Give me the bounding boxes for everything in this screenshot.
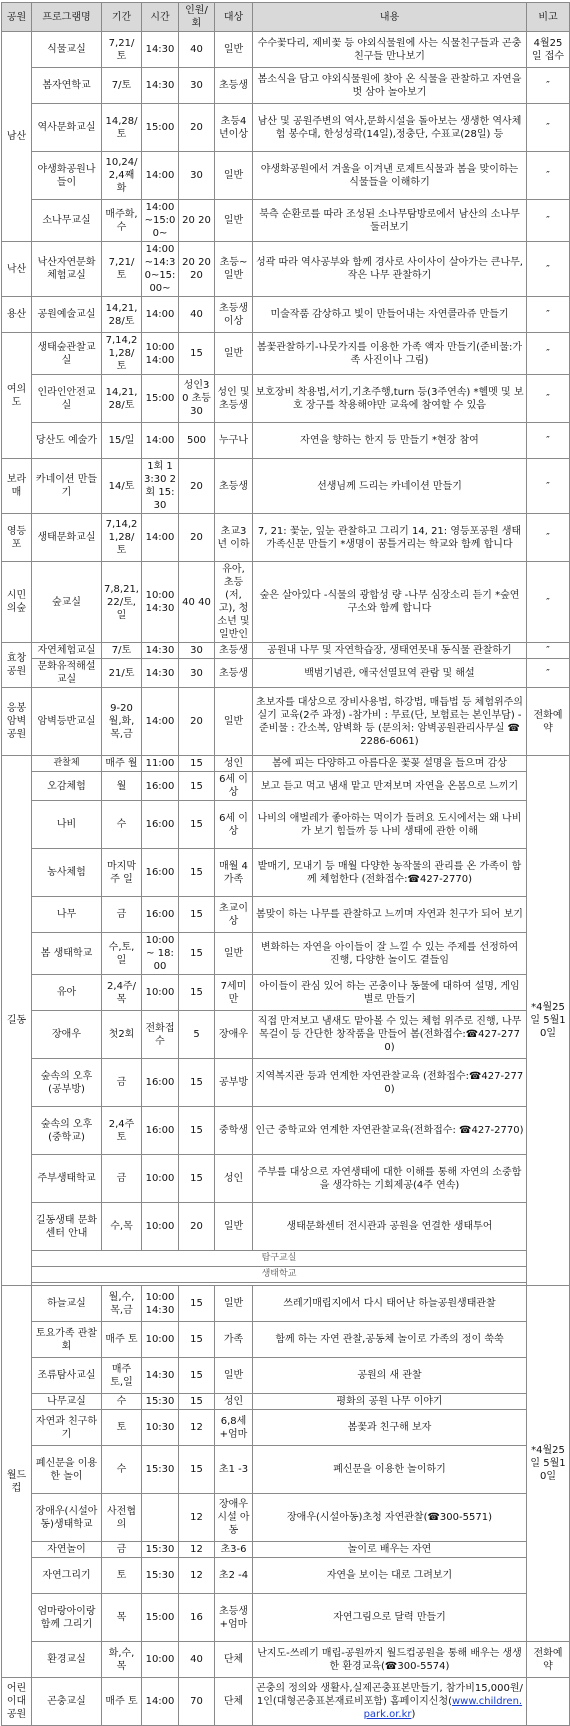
table-row: 엄마랑아이랑함께 그리기 목 15:00 16 초등생 +엄마 자연그림으로 달력 만들기 <box>2 1594 570 1642</box>
park-cell: 용산 <box>2 297 32 333</box>
table-row: 역사문화교실 14,28/토 15:00 20 초등4년이상 남산 및 공원주변의 역사,문화시설을 돌아보는 생생한 역사체험 봉수대, 한성성곽(14일),정충단, 수표교(28일) 등 ″ <box>2 104 570 152</box>
table-row: 유아 2,4주/ 목 10:00 15 7세미만 아이들이 관심 있어 하는 곤충이나 동물에 대하여 설명, 게임별로 만들기 <box>2 975 570 1011</box>
header-program: 프로그램명 <box>32 3 102 32</box>
table-row: 인라인안전교실 14,21,28/토 15:00 성인30 초등30 성인 및 초등생 보호장비 착용법,서기,기초주행,turn 등(3주연속) *헬멧 및 보호 장구를 착용해야만 교육에 참여할 수 있음 ″ <box>2 375 570 423</box>
table-row: 당산도 예술가 15/일 14:00 500 누구나 자연을 향하는 한지 등 만들기 *현장 참여 ″ <box>2 423 570 459</box>
table-row: 효창공원 자연체험교실 7/토 14:30 30 초등생 공원내 나무 및 자연학습장, 생태연못내 동식물 관찰하기 ″ <box>2 643 570 659</box>
group-cell: 탐구교실 <box>32 1251 527 1267</box>
table-row: 시민의숲 숲교실 7,8,21,22/토,일 10:00 14:30 40 40 유아, 초등(저,고), 청소년 및 일반인 숲은 살아있다 -식물의 광합성 량 -나무 심장소리 듣기 *숲연구소와 함께 합니다 ″ <box>2 562 570 643</box>
park-cell: 길동 <box>2 756 32 1286</box>
homepage-link[interactable]: www.children.park.or.kr <box>363 1696 523 1720</box>
content-tail: ) <box>411 1709 416 1720</box>
header-row <box>2 3 570 32</box>
table-row: 영등포 생태문화교실 7,14,21,28/토 14:00 20 초교3년 이하 7, 21: 꽃눈, 잎눈 관찰하고 그리기 14, 21: 영등포공원 생태가족신문 만들기 *생명이 꿈틀거리는 학교와 함께 합니다 ″ <box>2 514 570 562</box>
table-row: 보라매 카네이션 만들기 14/토 1회 13:30 2회 15:30 20 초등생 선생님께 드리는 카네이션 만들기 ″ <box>2 459 570 514</box>
table-row: 문화유적해설교실 21/토 14:30 30 초등생 백범기념관, 애국선열묘역 관람 및 해설 ″ <box>2 659 570 688</box>
table-row: 나비 수 16:00 15 6세 이상 나비의 애벌레가 좋아하는 먹이가 들려요 도시에서는 왜 나비가 보기 힘들까 등 나비 생태에 관한 이해 <box>2 801 570 849</box>
content-text: 곤충의 정의와 생활사,실제곤충표본만들기, 참가비15,000원/1인(대형곤충표본재료비포함) 홈페이지신청( <box>256 1683 523 1707</box>
table-row: 낙산 낙산자연문화체험교실 7,21/토 14:00~14:30~15:00~ 20 20 20 초등~일반 성곽 따라 역사공부와 함께 경사로 사이사이 살아가는 큰나무, 작은 나무 관찰하기 ″ <box>2 242 570 297</box>
table-row: 숲속의 오후(중학교) 2,4주 토 16:00 15 중학생 인근 중학교와 연계한 자연관찰교육(전화접수: ☎427-2770) <box>2 1107 570 1155</box>
table-row: 자연과 친구하기 토 10:30 12 6,8세+엄마 봄꽃과 친구해 보자 <box>2 1410 570 1446</box>
table-row: 장애우 첫2회 전화접수 5 장애우 직접 만져보고 냄새도 맡아볼 수 있는 체험 위주로 진행, 나무목걸이 등 간단한 창작품을 만들어 봄(전화접수:☎427-2770) <box>2 1011 570 1059</box>
header-period: 기간 <box>102 3 142 32</box>
table-row: 나무 금 16:00 15 초교이상 봄맞이 하는 나무를 관찰하고 느끼며 자연과 친구가 되어 보기 <box>2 897 570 933</box>
table-row: 주부생태학교 금 10:00 15 성인 주부를 대상으로 자연생태에 대한 이해를 통해 자연의 소중함을 생각하는 기회제공(4주 연속) <box>2 1155 570 1203</box>
table-row: 농사체험 마지막 주 일 16:00 15 매월 4가족 밭매기, 모내기 등 매월 다양한 농작물의 관리를 온 가족이 함께 체험한다 (전화접수:☎427-2770) <box>2 849 570 897</box>
group-cell: 관찰체 <box>32 756 102 772</box>
table-row: 길동생태 문화센터 안내 수,목 10:00 20 일반 생태문화센터 전시관과 공원을 연결한 생태투어 <box>2 1203 570 1251</box>
header-content: 내용 <box>253 3 527 32</box>
table-row: 소나무교실 매주화,수 14:00~15:00~ 20 20 일반 북측 순환로를 따라 조성된 소나무탐방로에서 남산의 소나무 둘러보기 ″ <box>2 200 570 242</box>
park-cell: 월드컵 <box>2 1286 32 1678</box>
table-row: 용산 공원예술교실 14,21,28/토 14:00 40 초등생이상 미술작품 감상하고 빛이 만들어내는 자연콜라쥬 만들기 ″ <box>2 297 570 333</box>
table-row: 자연그리기 토 15:30 12 초2 -4 자연을 보이는 대로 그려보기 <box>2 1558 570 1594</box>
table-row: 월드컵 하늘교실 월,수, 목,금 10:00 14:30 15 일반 쓰레기매립지에서 다시 태어난 하늘공원생태관찰 *4월25일 5월10일 <box>2 1286 570 1322</box>
program-table <box>1 2 570 1726</box>
table-row: 여의도 생태숲관찰교실 7,14,21,28/토 10:00 14:00 15 일반 봄꽃관찰하기-나뭇가지를 이용한 가족 액자 만들기(준비물:가족 사진이나 그림) ″ <box>2 333 570 375</box>
table-row: 숲속의 오후(공부방) 금 16:00 15 공부방 지역복지관 등과 연계한 자연관찰교육 (전화접수:☎427-2770) <box>2 1059 570 1107</box>
table-row: 장애우(시설아동)생태학교 사전협의 12 장애우 시설 아동 장애우(시설아동)초청 자연관찰(☎300-5571) <box>2 1494 570 1542</box>
table-row: 길동 관찰체 매주 월 11:00 15 성인 봄에 피는 다양하고 아름다운 꽃꽂 설명을 들으며 감상 *4월25일 5월10일 <box>2 756 570 772</box>
header-note: 비고 <box>527 3 570 32</box>
park-cell: 남산 <box>2 32 32 242</box>
park-cell: 응봉암벽공원 <box>2 688 32 756</box>
table-row: 야생화공원나들이 10,24/2,4째화 14:00 30 일반 야생화공원에서 겨울을 이겨낸 로제트식물과 봄을 맞이하는 식물들을 이해하기 ″ <box>2 152 570 200</box>
table-row: 조류탐사교실 매주 토,일 14:30 15 일반 공원의 새 관찰 <box>2 1358 570 1394</box>
table-row: 남산 식물교실 7,21/토 14:30 40 일반 수수꽃다리, 제비꽃 등 야외식물원에 사는 식물친구들과 곤충친구들 만나보기 4월25일 접수 <box>2 32 570 68</box>
table-row: 어린이대공원 곤충교실 매주 토 14:00 70 단체 곤충의 정의와 생활사,실제곤충표본만들기, 참가비15,000원/1인(대형곤충표본재료비포함) 홈페이지신청(www.children.park.or.kr) <box>2 1678 570 1726</box>
table-row: 봄자연학교 7/토 14:30 30 초등생 봄소식을 담고 야외식물원에 찾아 온 식물을 관찰하고 자연을 벗 삼아 놀아보기 ″ <box>2 68 570 104</box>
park-cell: 보라매 <box>2 459 32 514</box>
header-park: 공원 <box>2 3 32 32</box>
table-row: 자연놀이 금 15:30 12 초3-6 놀이로 배우는 자연 <box>2 1542 570 1558</box>
header-time: 시간 <box>142 3 179 32</box>
table-row: 오감체험 월 16:00 15 6세 이상 보고 듣고 먹고 냄새 맡고 만져보며 자연을 온몸으로 느끼기 <box>2 772 570 801</box>
table-row: 토요가족 관찰회 매주 토 10:00 15 가족 함께 하는 자연 관찰,공동체 놀이로 가족의 정이 쑥쑥 <box>2 1322 570 1358</box>
table-row: 환경교실 화,수, 목 10:00 40 단체 난지도-쓰레기 매립-공원까지 월드컵공원을 통해 배우는 생생한 환경교육(☎300-5574) 전화예약 <box>2 1642 570 1678</box>
table-row: 봄 생태학교 수,토, 일 10:00~ 18:00 15 일반 변화하는 자연을 아이들이 잘 느낄 수 있는 주제를 선정하여 진행, 다양한 놀이도 곁들임 <box>2 933 570 975</box>
table-row: 폐신문을 이용한 놀이 수 15:30 15 초1 -3 폐신문을 이용한 놀이하기 <box>2 1446 570 1494</box>
table-row <box>2 1267 570 1283</box>
table-row <box>2 1251 570 1267</box>
table-row: 나무교실 수 15:30 15 성인 평화의 공원 나무 이야기 <box>2 1394 570 1410</box>
park-cell: 시민의숲 <box>2 562 32 643</box>
table-row: 응봉암벽공원 암벽등반교실 9-20 월,화,목,금 14:00 20 일반 초보자를 대상으로 장비사용법, 하강법, 매듭법 등 체험위주의 실기 교육(2주 과정) -참가비 : 무료(단, 보험료는 본인부담) -준비물 : 간소복, 암벽화 등 (문의처: 암벽공원관리사무실 ☎ 2286-6061) 전화예약 <box>2 688 570 756</box>
park-cell: 영등포 <box>2 514 32 562</box>
park-cell: 어린이대공원 <box>2 1678 32 1726</box>
park-cell: 여의도 <box>2 333 32 459</box>
park-cell: 낙산 <box>2 242 32 297</box>
park-cell: 효창공원 <box>2 643 32 688</box>
header-capacity: 인원/회 <box>179 3 215 32</box>
header-target: 대상 <box>215 3 253 32</box>
group-cell: 생태학교 <box>32 1267 527 1283</box>
